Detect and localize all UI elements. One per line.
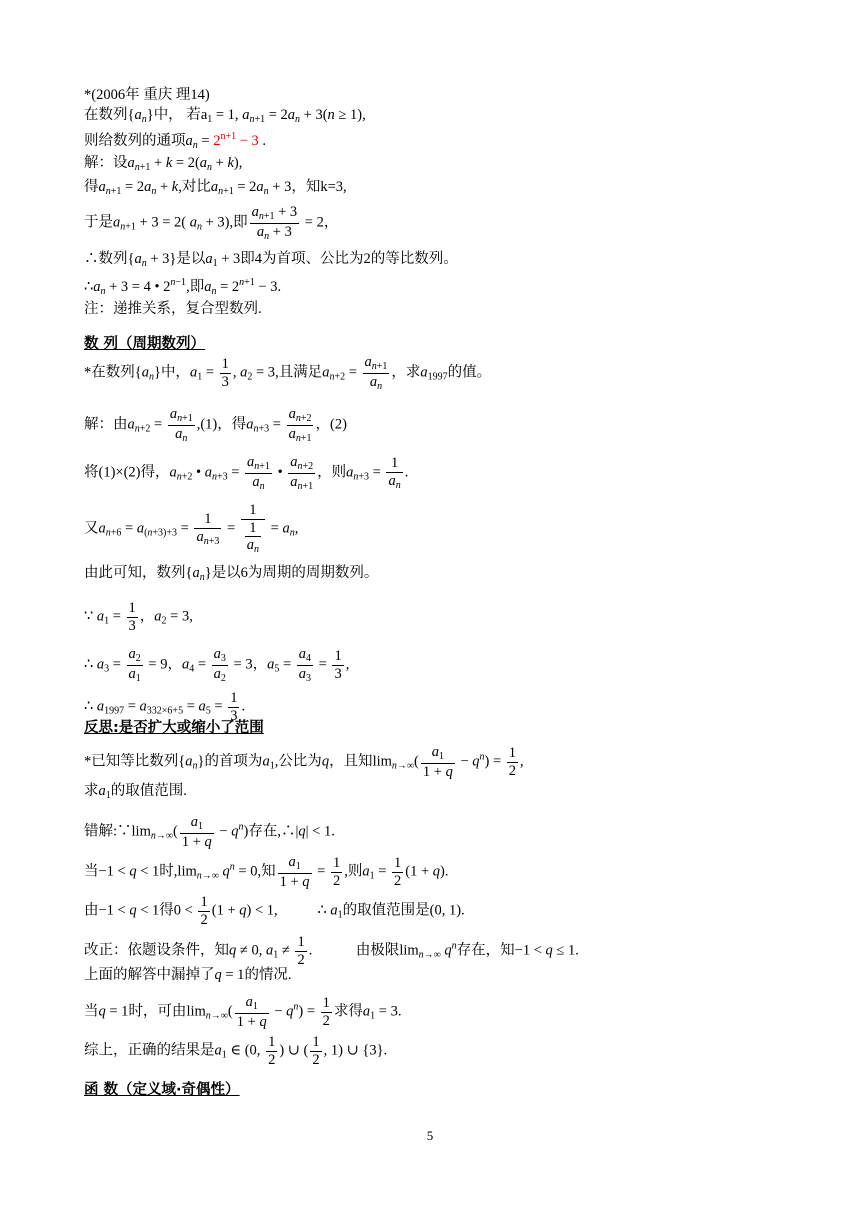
solution-line3: 于是$a_{n+1} + 3 = 2$( $a_n + 3$),即 $\frac{a_{n+1} + 3}{a_n + 3}$ = 2， — [84, 204, 339, 242]
periodic-solution-line2: 将(1)×(2)得，$a_{n+2}$ • $a_{n+3}$ = $\frac{a_{n+1}}{a_n}$ • $\frac{a_{n+2}}{a_{n+1}}$ ，则$a_{n+3}$ = $\frac{1}{a_n}$ . — [84, 454, 409, 492]
periodic-solution-line3: 又$a_{n+6} = a_{(n+3)+3}$ = $\frac{1}{a_{n+3}}$ = $\frac{1}{\frac{1}{a_n}}$ = $a_n$, — [84, 502, 299, 556]
wrong-solution-line2: 当−1 < q < 1时$,\lim_{n\to\infty}$ $q^n = 0$,知 $\frac{a_1}{1 + q}$ = $\frac{1}{2}$ ,则$a_1$ = $\frac{1}{2}$ (1 + q). — [84, 854, 449, 890]
solution-line5: $\therefore a_n + 3 = 4$ • $2^{n-1}$,即$a_n = 2^{n+1} - 3$. — [84, 277, 282, 297]
wrong-solution-line3: 由−1 < q < 1得0 < $\frac{1}{2}$ (1 + q) < 1, ∴ $a_1$的取值范围是(0, 1). — [84, 894, 465, 928]
periodic-values-line2: ∴ $a_3$ = $\frac{a_2}{a_1}$ = 9，$a_4$ = $\frac{a_3}{a_2}$ = 3，$a_5$ = $\frac{a_4}{a_3}$ = $\frac{1}{3}$ , — [84, 646, 350, 684]
section-heading-reflection: 反思:是否扩大或缩小了范围 — [84, 720, 264, 736]
wrong-solution-line1: 错解$:\because\lim_{n\to\infty}$( $\frac{a_1}{1 + q}$ − $q^n$)存在,∴|q| < 1. — [84, 814, 335, 850]
section-heading-periodic-sequence: 数 列（周期数列） — [84, 336, 206, 352]
problem-statement-line1: 在数列$\{a_n\}$中， 若$a_1 = 1$, $a_{n+1} = 2a_n + 3(n \ge 1)$, — [84, 107, 366, 125]
solution-line1: 解：设$a_{n+1} + k = 2(a_n + k)$, — [84, 155, 243, 173]
periodic-conclusion: 由此可知，数列$\{a_n\}$是以6为周期的周期数列。 — [84, 565, 379, 583]
reflection-problem-line1: *已知等比数列$\{a_n\}$的首项为$a_1$,公比为q，且知$\lim_{n\to\infty}$( $\frac{a_1}{1 + q}$ − $q^n$) = $\frac{1}{2}$ , — [84, 744, 524, 780]
final-result-line: 综上，正确的结果是$a_1$ ∈ (0, $\frac{1}{2}$ ) ∪ ( $\frac{1}{2}$ , 1) ∪ {3}. — [84, 1034, 388, 1068]
correction-line1: 改正：依题设条件，知q ≠ 0, $a_1$ ≠ $\frac{1}{2}$ . 由极限$\lim_{n\to\infty} q^n$存在，知−1 < q ≤ 1. — [84, 934, 579, 968]
page-number: 5 — [426, 1128, 434, 1143]
problem-statement-line2: 则给数列的通项$a_n = 2^{n+1} - 3$ . — [84, 131, 267, 151]
periodic-values-line1: ∵ $a_1$ = $\frac{1}{3}$ ，$a_2 = 3$, — [84, 600, 193, 634]
solution-line4: ∴数列$\{a_n + 3\}$是以$a_1 + 3$即4为首项、公比为2的等比数列。 — [84, 251, 458, 269]
correction-line3: 当q = 1时，可由$\lim_{n\to\infty}$( $\frac{a_1}{1 + q}$ − $q^n$) = $\frac{1}{2}$ 求得$a_1 = 3$. — [84, 994, 402, 1030]
periodic-values-line3: ∴ $a_{1997} = a_{332\times 6+5} = a_5$ = $\frac{1}{3}$ . — [84, 690, 246, 724]
solution-line2: 得$a_{n+1} = 2a_n + k$,对比$a_{n+1} = 2a_n + 3$，知k=3, — [84, 179, 347, 197]
correction-line2: 上面的解答中漏掉了q = 1的情况. — [84, 967, 292, 983]
periodic-problem-statement: *在数列$\{a_n\}$中，$a_1$ = $\frac{1}{3}$ , $a_2 = 3$,且满足$a_{n+2}$ = $\frac{a_{n+1}}{a_n}$ ，求$a_{1997}$的值。 — [84, 354, 492, 392]
section-heading-functions: 函 数（定义域·奇偶性） — [84, 1082, 240, 1098]
reflection-problem-line2: 求$a_1$的取值范围. — [84, 783, 187, 801]
answer-value: $2^{n+1} - 3$ — [213, 131, 259, 149]
periodic-solution-line1: 解：由$a_{n+2}$ = $\frac{a_{n+1}}{a_n}$ ,(1)，得$a_{n+3}$ = $\frac{a_{n+2}}{a_{n+1}}$ ，(2) — [84, 406, 347, 444]
note-line: 注：递推关系，复合型数列. — [84, 301, 262, 317]
problem-source: *(2006年 重庆 理14) — [84, 87, 210, 103]
